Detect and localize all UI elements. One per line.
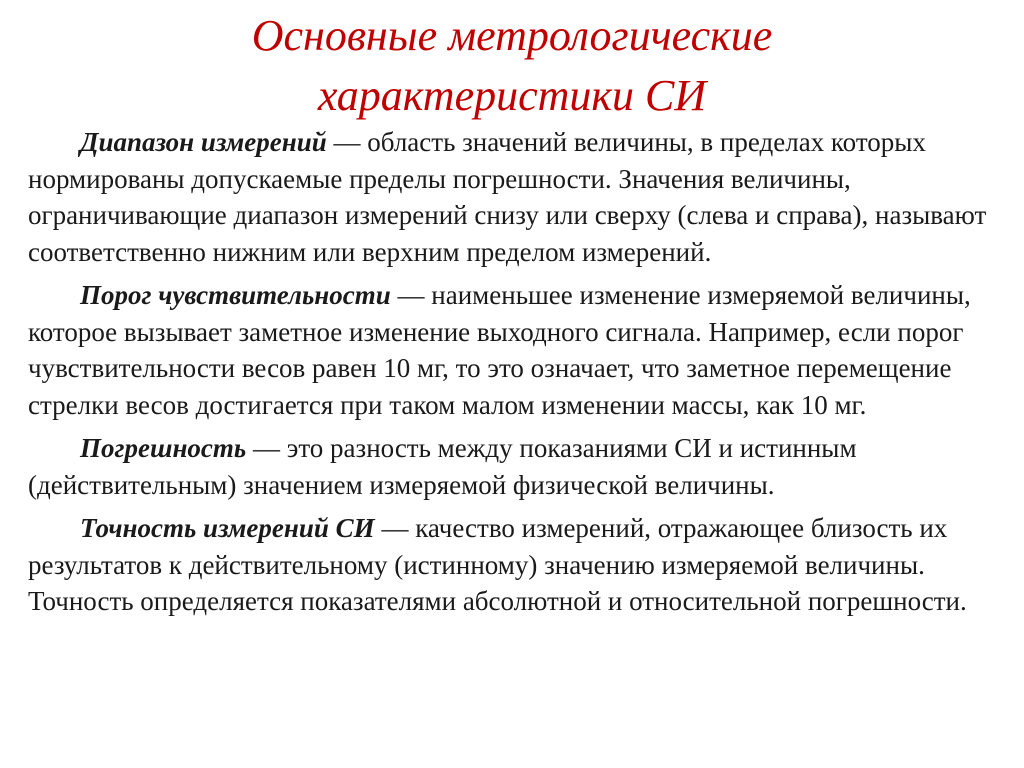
definition-measurement-range: — область значений величины, в пределах которых нормированы допускаемые пределы погрешности. Значения величины, ограничивающие диапазон измерений снизу или сверху (слева и справа), называют соответственно нижним или верхним пределом измерений. bbox=[28, 127, 987, 267]
slide-body bbox=[28, 124, 988, 627]
paragraph-error bbox=[28, 430, 988, 503]
term-error: Погрешность bbox=[80, 433, 247, 463]
paragraph-sensitivity-threshold bbox=[28, 277, 988, 423]
definition-accuracy: — качество измерений, отражающее близость их результатов к действительному (истинному) значению измеряемой величины. Точность определяется показателями абсолютной и относительной погрешности. bbox=[28, 513, 967, 616]
title-line-1: Основные метрологические bbox=[251, 11, 773, 60]
definition-sensitivity-threshold: — наименьшее изменение измеряемой величины, которое вызывает заметное изменение выходного сигнала. Например, если порог чувствительности весов равен 10 мг, то это означает, что заметное перемещение стрелки весов достигается при таком малом изменении массы, как 10 мг. bbox=[28, 280, 971, 420]
paragraph-accuracy bbox=[28, 510, 988, 620]
term-measurement-range: Диапазон измерений bbox=[80, 127, 327, 157]
slide-title bbox=[0, 6, 1024, 126]
term-accuracy: Точность измерений СИ bbox=[80, 513, 375, 543]
term-sensitivity-threshold: Порог чувствительности bbox=[80, 280, 391, 310]
definition-error: — это разность между показаниями СИ и истинным (действительным) значением измеряемой физической величины. bbox=[28, 433, 857, 500]
paragraph-measurement-range bbox=[28, 124, 988, 270]
title-line-2: характеристики СИ bbox=[317, 71, 707, 120]
